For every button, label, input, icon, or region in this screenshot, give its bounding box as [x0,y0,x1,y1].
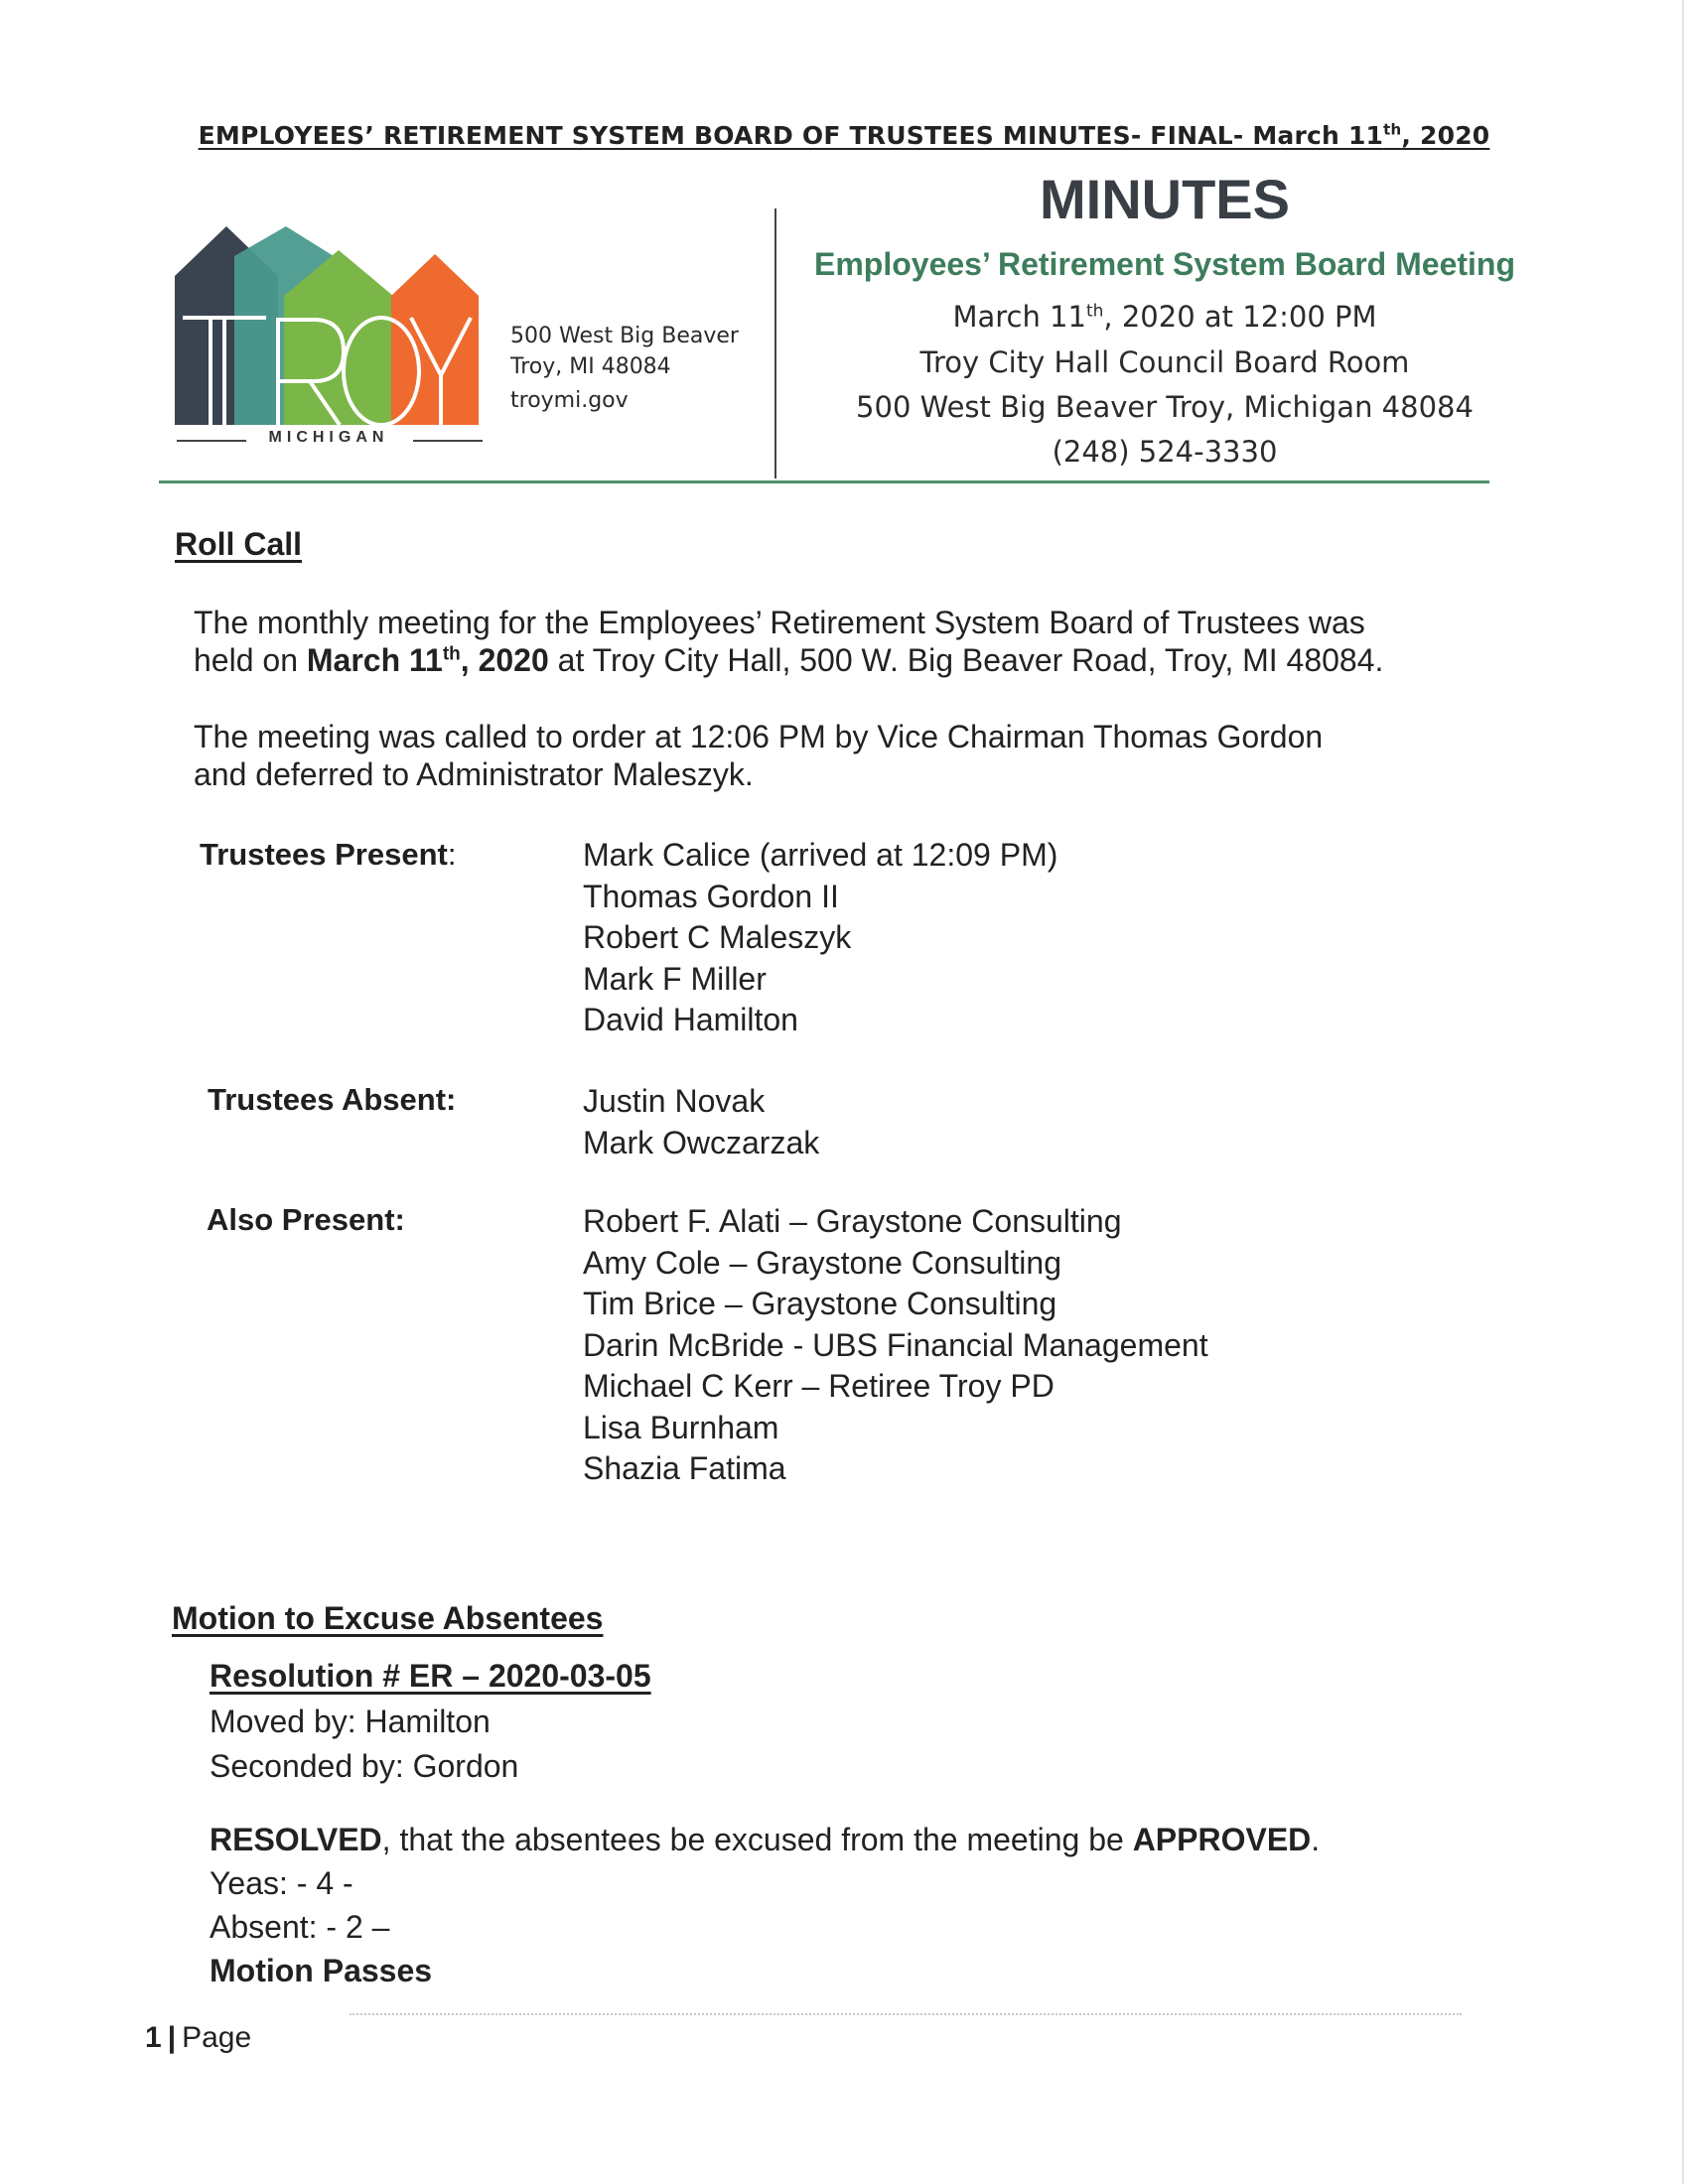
list-item: David Hamilton [583,1002,798,1037]
meeting-name: Employees’ Retirement System Board Meeting [814,246,1515,282]
list-item: Shazia Fatima [583,1450,786,1486]
roll-call-paragraph-1: The monthly meeting for the Employees’ Retirement System Board of Trustees was held on March 11th, 2020 at Troy City Hall, 500 W. Big Beaver Road, Troy, MI 48084. [194,605,1384,678]
list-item: Amy Cole – Graystone Consulting [583,1244,1061,1281]
page-word: Page [182,2021,252,2054]
list-item: Justin Novak [583,1083,766,1119]
trustees-present-label: Trustees Present: [200,837,457,872]
motion-result: Motion Passes [210,1953,433,1988]
resolution-text: RESOLVED, that the absentees be excused from the meeting be APPROVED. [210,1822,1321,1857]
minutes-heading: MINUTES [1040,168,1290,230]
list-item: Mark Calice (arrived at 12:09 PM) [583,837,1058,873]
resolution-number: Resolution # ER – 2020-03-05 [210,1658,651,1694]
scan-edge [1682,0,1684,2184]
meeting-location: Troy City Hall Council Board Room [919,345,1410,379]
vote-yeas: Yeas: - 4 - [210,1865,353,1901]
seconded-by: Seconded by: Gordon [210,1748,519,1784]
motion-heading: Motion to Excuse Absentees [172,1600,604,1636]
header-rule [159,480,1489,483]
list-item: Robert F. Alati – Graystone Consulting [583,1203,1122,1239]
moved-by: Moved by: Hamilton [210,1704,491,1739]
list-item: Tim Brice – Graystone Consulting [583,1286,1057,1321]
also-present-label: Also Present: [207,1202,405,1237]
page-footer: 1 | Page [145,2021,252,2054]
list-item: Lisa Burnham [583,1409,779,1445]
trustees-absent-list [583,1081,819,1163]
website: troymi.gov [510,388,629,413]
also-present-list [583,1201,1208,1490]
roll-call-heading: Roll Call [175,526,303,562]
trustees-present-list [583,835,1057,1041]
footer-rule [350,2013,1462,2015]
address-line-1: 500 West Big Beaver [510,324,739,348]
list-item: Mark Owczarzak [583,1124,820,1160]
address-line-2: Troy, MI 48084 [510,354,671,379]
list-item: Mark F Miller [583,960,767,997]
logo-state-text: MICHIGAN [268,429,389,446]
list-item: Darin McBride - UBS Financial Management [583,1326,1208,1363]
list-item: Thomas Gordon II [583,878,839,914]
logo-rule-right [413,440,483,442]
document-title: EMPLOYEES’ RETIREMENT SYSTEM BOARD OF TRUSTEES MINUTES- FINAL- March 11th, 2020 [198,121,1490,151]
roll-call-paragraph-2: The meeting was called to order at 12:06 PM by Vice Chairman Thomas Gordon and deferred to Administrator Maleszyk. [194,719,1324,792]
list-item: Michael C Kerr – Retiree Troy PD [583,1368,1055,1404]
trustees-absent-label: Trustees Absent: [208,1082,457,1117]
meeting-street: 500 West Big Beaver Troy, Michigan 48084 [856,390,1474,424]
list-item: Robert C Maleszyk [583,919,852,955]
meeting-phone: (248) 524-3330 [1052,435,1278,469]
troy-logo [175,226,491,453]
page-number: 1 [145,2021,162,2054]
meeting-date: March 11th, 2020 at 12:00 PM [952,300,1377,334]
vote-absent: Absent: - 2 – [210,1909,390,1945]
